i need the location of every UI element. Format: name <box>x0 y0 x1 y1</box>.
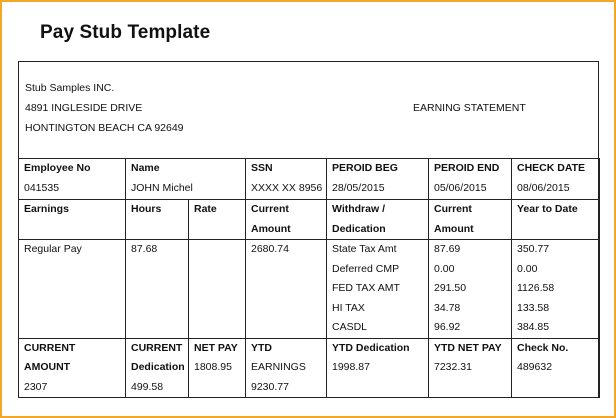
deduction-name: State Tax Amt <box>332 243 397 255</box>
current-amount-value-cell <box>246 240 327 339</box>
hours-header-cell <box>126 200 189 240</box>
period-beg-cell <box>327 159 429 200</box>
earnings-header-row <box>19 200 600 240</box>
check-no-cell <box>512 338 600 398</box>
totals-row <box>19 338 600 398</box>
ytd-dedication-value: 1998.87 <box>332 361 370 373</box>
deduction-ytd-values-cell <box>512 240 600 339</box>
current-amount-total-value: 2307 <box>24 380 48 393</box>
check-date-value: 08/06/2015 <box>517 181 570 194</box>
pay-stub-sheet <box>18 61 599 398</box>
earnings-label: Earnings <box>24 203 69 215</box>
period-beg-label: PEROID BEG <box>332 162 398 174</box>
current-dedication-total-cell <box>126 338 189 398</box>
employee-no-cell <box>19 159 126 200</box>
employee-no-value: 041535 <box>24 181 60 194</box>
net-pay-value: 1808.95 <box>194 361 232 373</box>
deduction-current-values-cell <box>429 240 512 339</box>
deduction-current-value: 34.78 <box>434 301 461 314</box>
period-end-value: 05/06/2015 <box>434 181 487 194</box>
check-no-value: 489632 <box>517 361 553 373</box>
earning-type-value: Regular Pay <box>24 243 82 255</box>
ssn-value: XXXX XX 8956 <box>251 181 323 194</box>
ssn-label: SSN <box>251 162 273 174</box>
deduction-name: Deferred CMP <box>332 262 400 275</box>
ytd-dedication-cell <box>327 338 429 398</box>
current-amount-total-label-2: AMOUNT <box>24 361 71 373</box>
deduction-current-value: 0.00 <box>434 262 455 275</box>
current-dedication-value: 499.58 <box>131 380 164 393</box>
rate-header-cell <box>189 200 246 240</box>
check-date-label: CHECK DATE <box>517 162 586 174</box>
current-label: Current <box>251 203 289 215</box>
deduction-current-value: 291.50 <box>434 282 467 294</box>
deduction-current-value: 96.92 <box>434 321 461 333</box>
current-amount-total-label: CURRENT <box>24 341 76 354</box>
rate-value-cell <box>189 240 246 339</box>
period-end-label: PEROID END <box>434 162 500 174</box>
period-beg-value: 28/05/2015 <box>332 181 385 194</box>
employee-info-row <box>19 159 600 200</box>
company-name: Stub Samples INC. <box>25 82 115 94</box>
current-amount-header-cell <box>246 200 327 240</box>
year-to-date-header-cell <box>512 200 600 240</box>
deduction-ytd-value: 0.00 <box>517 262 538 275</box>
deduction-current-label: Current <box>434 203 472 215</box>
ytd-net-pay-label: YTD NET PAY <box>434 341 502 354</box>
check-date-cell <box>512 159 600 200</box>
pay-stub-table <box>18 158 600 398</box>
deduction-current-header-cell <box>429 200 512 240</box>
deduction-name: CASDL <box>332 321 368 333</box>
dedication-label: Dedication <box>332 222 386 235</box>
current-dedication-label: CURRENT <box>131 341 183 354</box>
current-amount-total-cell <box>19 338 126 398</box>
deduction-current-value: 87.69 <box>434 243 461 255</box>
amount-label: Amount <box>251 222 291 235</box>
hours-label: Hours <box>131 203 162 215</box>
year-to-date-label: Year to Date <box>517 203 578 215</box>
net-pay-label: NET PAY <box>194 341 238 354</box>
deduction-name: HI TAX <box>332 301 365 314</box>
deduction-amount-label: Amount <box>434 222 474 235</box>
hours-value-cell <box>126 240 189 339</box>
earnings-header-cell <box>19 200 126 240</box>
check-no-label: Check No. <box>517 341 569 354</box>
ytd-earnings-value: 9230.77 <box>251 380 289 393</box>
name-value: JOHN Michel <box>131 181 193 194</box>
company-address-line2: HONTINGTON BEACH CA 92649 <box>25 122 184 134</box>
earning-statement-label: EARNING STATEMENT <box>413 102 526 114</box>
employee-no-label: Employee No <box>24 162 91 174</box>
current-amount-value: 2680.74 <box>251 243 289 255</box>
rate-label: Rate <box>194 203 217 215</box>
ytd-earnings-label: YTD <box>251 341 272 354</box>
ytd-net-pay-value: 7232.31 <box>434 361 472 373</box>
period-end-cell <box>429 159 512 200</box>
ssn-cell <box>246 159 327 200</box>
company-address-line1: 4891 INGLESIDE DRIVE <box>25 102 143 114</box>
deduction-name: FED TAX AMT <box>332 282 400 294</box>
net-pay-cell <box>189 338 246 398</box>
withdraw-label: Withdraw / <box>332 203 385 215</box>
withdraw-header-cell <box>327 200 429 240</box>
ytd-earnings-cell <box>246 338 327 398</box>
current-dedication-label-2: Dedication <box>131 361 185 373</box>
earning-type-cell <box>19 240 126 339</box>
hours-value: 87.68 <box>131 243 158 255</box>
deduction-names-cell <box>327 240 429 339</box>
deduction-ytd-value: 384.85 <box>517 321 550 333</box>
deduction-ytd-value: 133.58 <box>517 301 550 314</box>
earnings-detail-row <box>19 240 600 339</box>
name-label: Name <box>131 162 160 174</box>
ytd-dedication-label: YTD Dedication <box>332 341 410 354</box>
ytd-earnings-label-2: EARNINGS <box>251 361 306 373</box>
name-cell <box>126 159 246 200</box>
deduction-ytd-value: 350.77 <box>517 243 550 255</box>
deduction-ytd-value: 1126.58 <box>517 282 555 294</box>
ytd-net-pay-cell <box>429 338 512 398</box>
page-title: Pay Stub Template <box>40 22 211 43</box>
